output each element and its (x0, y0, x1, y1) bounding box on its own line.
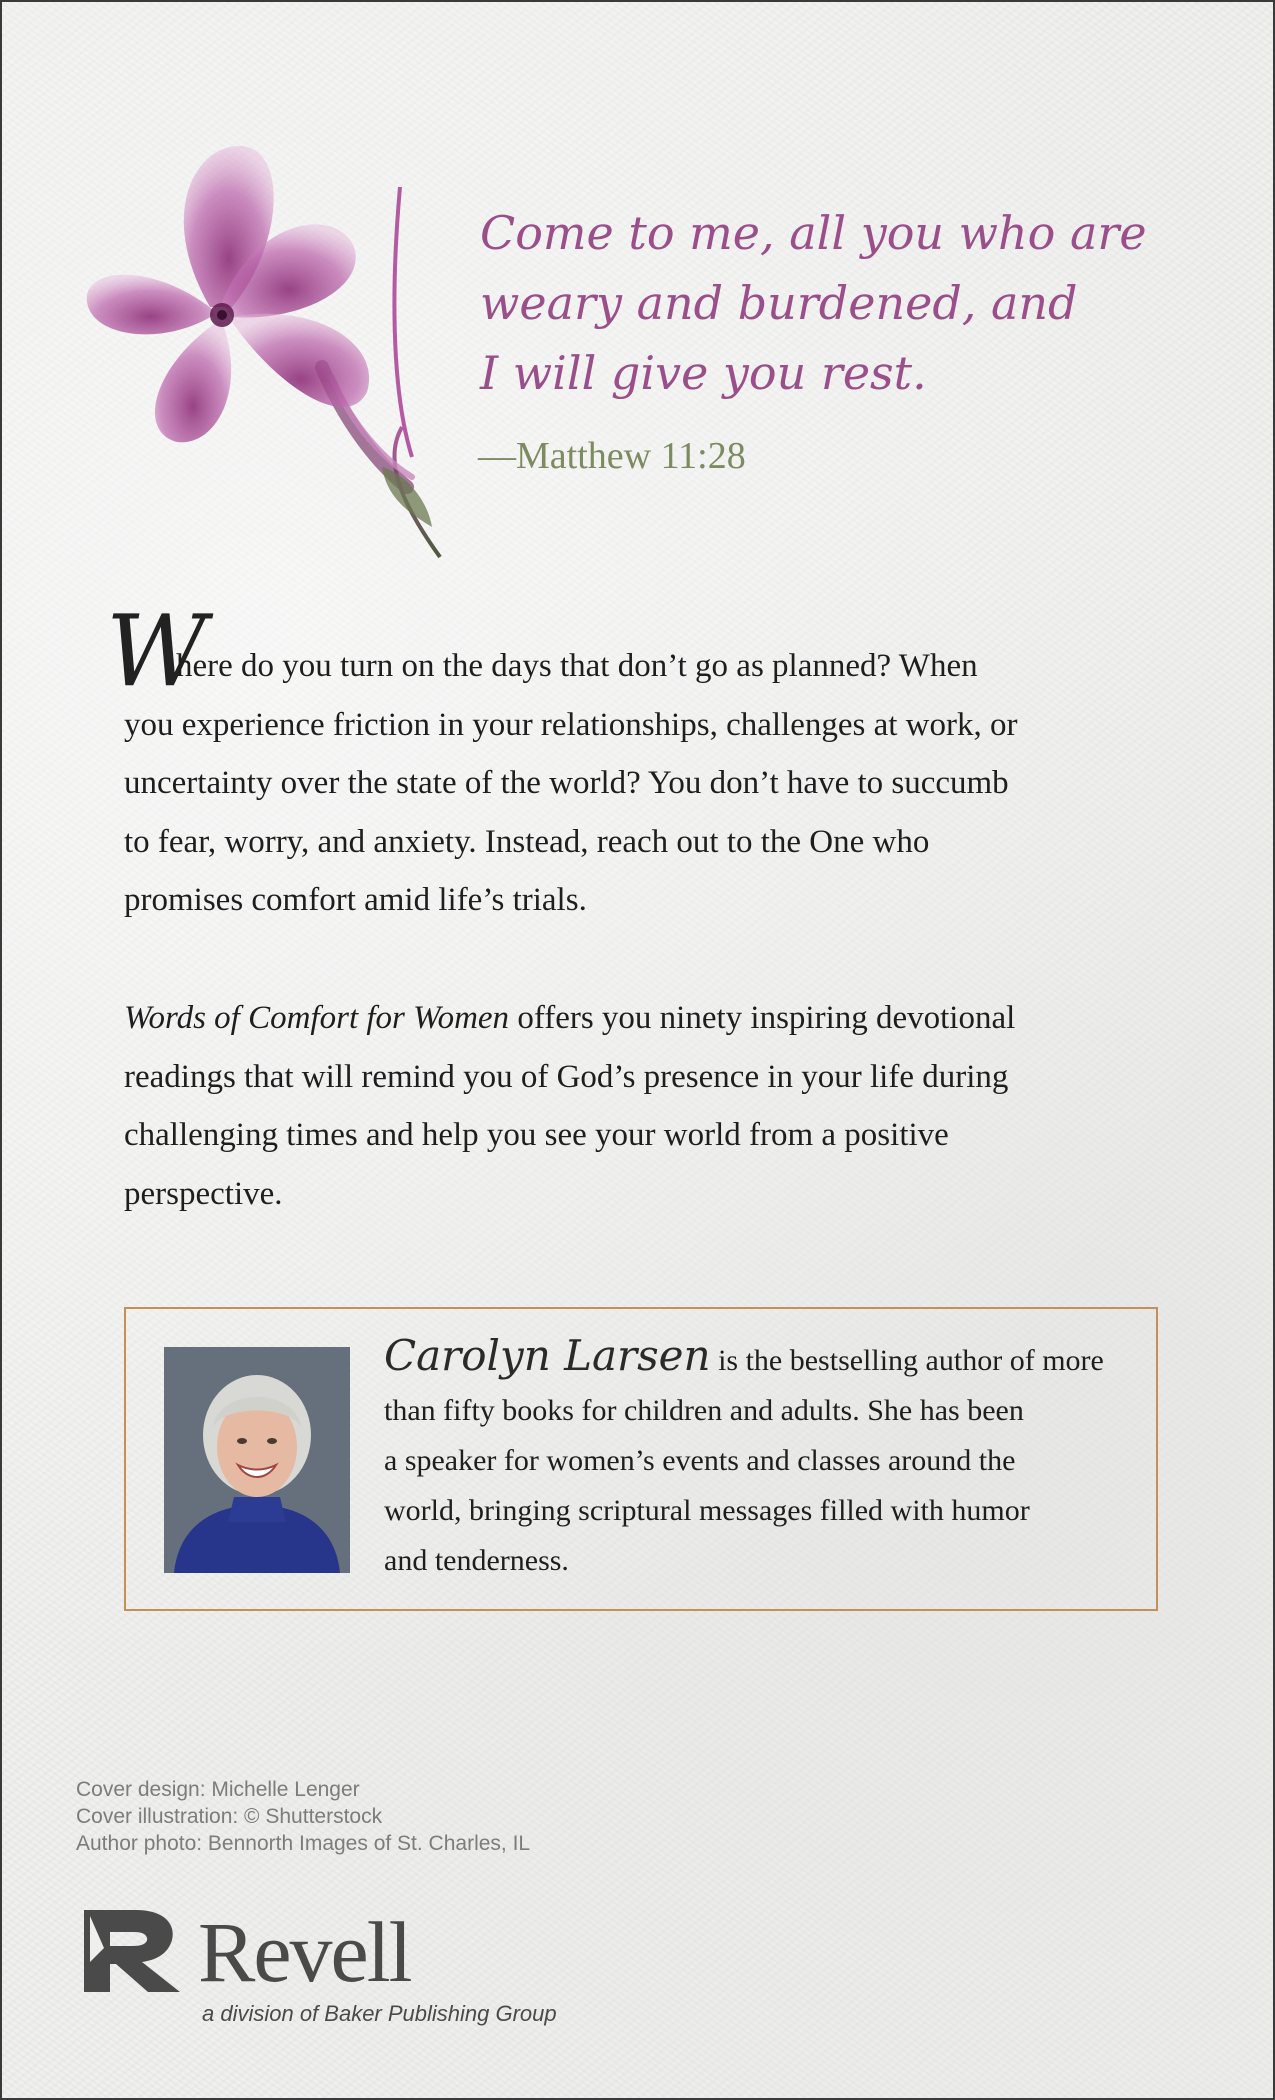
description-paragraph-1 (124, 637, 1164, 930)
publisher-name: Revell (198, 1904, 411, 2000)
text-line: here do you turn on the days that don’t go as planned? When (176, 648, 978, 684)
author-bio-box (124, 1307, 1158, 1611)
quote-line: Come to me, all you who are (480, 206, 1147, 260)
author-name: Carolyn Larsen (384, 1331, 711, 1380)
text-line (384, 1331, 1144, 1386)
scripture-quote (480, 198, 1147, 408)
text-line: and tenderness. (384, 1544, 569, 1577)
text-line: promises comfort amid life’s trials. (124, 882, 587, 918)
scripture-citation: —Matthew 11:28 (478, 435, 746, 477)
text-line (124, 989, 1164, 1048)
text-line: readings that will remind you of God’s presence in your life during (124, 1058, 1009, 1095)
quote-line: weary and burdened, and (480, 276, 1078, 330)
text-line: world, bringing scriptural messages filled with humor (384, 1494, 1030, 1527)
text-line: you experience friction in your relationships, challenges at work, or (124, 706, 1018, 743)
drop-cap: W (106, 595, 207, 709)
quote-line: I will give you rest. (480, 346, 927, 400)
text-line: uncertainty over the state of the world? You don’t have to succumb (124, 765, 1009, 801)
text-line: challenging times and help you see your world from a positive (124, 1117, 949, 1153)
text-line: to fear, worry, and anxiety. Instead, reach out to the One who (124, 823, 930, 860)
credit-line: Cover design: Michelle Lenger (76, 1778, 360, 1801)
text-line: perspective. (124, 1175, 283, 1212)
author-photo (164, 1347, 350, 1573)
text-line: a speaker for women’s events and classes around the (384, 1444, 1016, 1477)
author-portrait-image (164, 1347, 350, 1573)
credit-line: Cover illustration: © Shutterstock (76, 1805, 383, 1828)
text-line: than fifty books for children and adults. She has been (384, 1394, 1024, 1427)
credit-line: Author photo: Bennorth Images of St. Charles, IL (76, 1832, 531, 1855)
cover-credits (76, 1776, 530, 1857)
publisher-tagline: a division of Baker Publishing Group (202, 2001, 557, 2026)
description-paragraph-2 (124, 989, 1164, 1223)
book-title: Words of Comfort for Women (124, 1000, 510, 1036)
text-fragment: is the bestselling author of more (710, 1344, 1104, 1377)
revell-logo-icon (76, 1902, 186, 1997)
text-fragment: offers you ninety inspiring devotional (509, 1000, 1016, 1036)
author-bio (384, 1331, 1144, 1586)
flower-illustration (82, 127, 462, 567)
